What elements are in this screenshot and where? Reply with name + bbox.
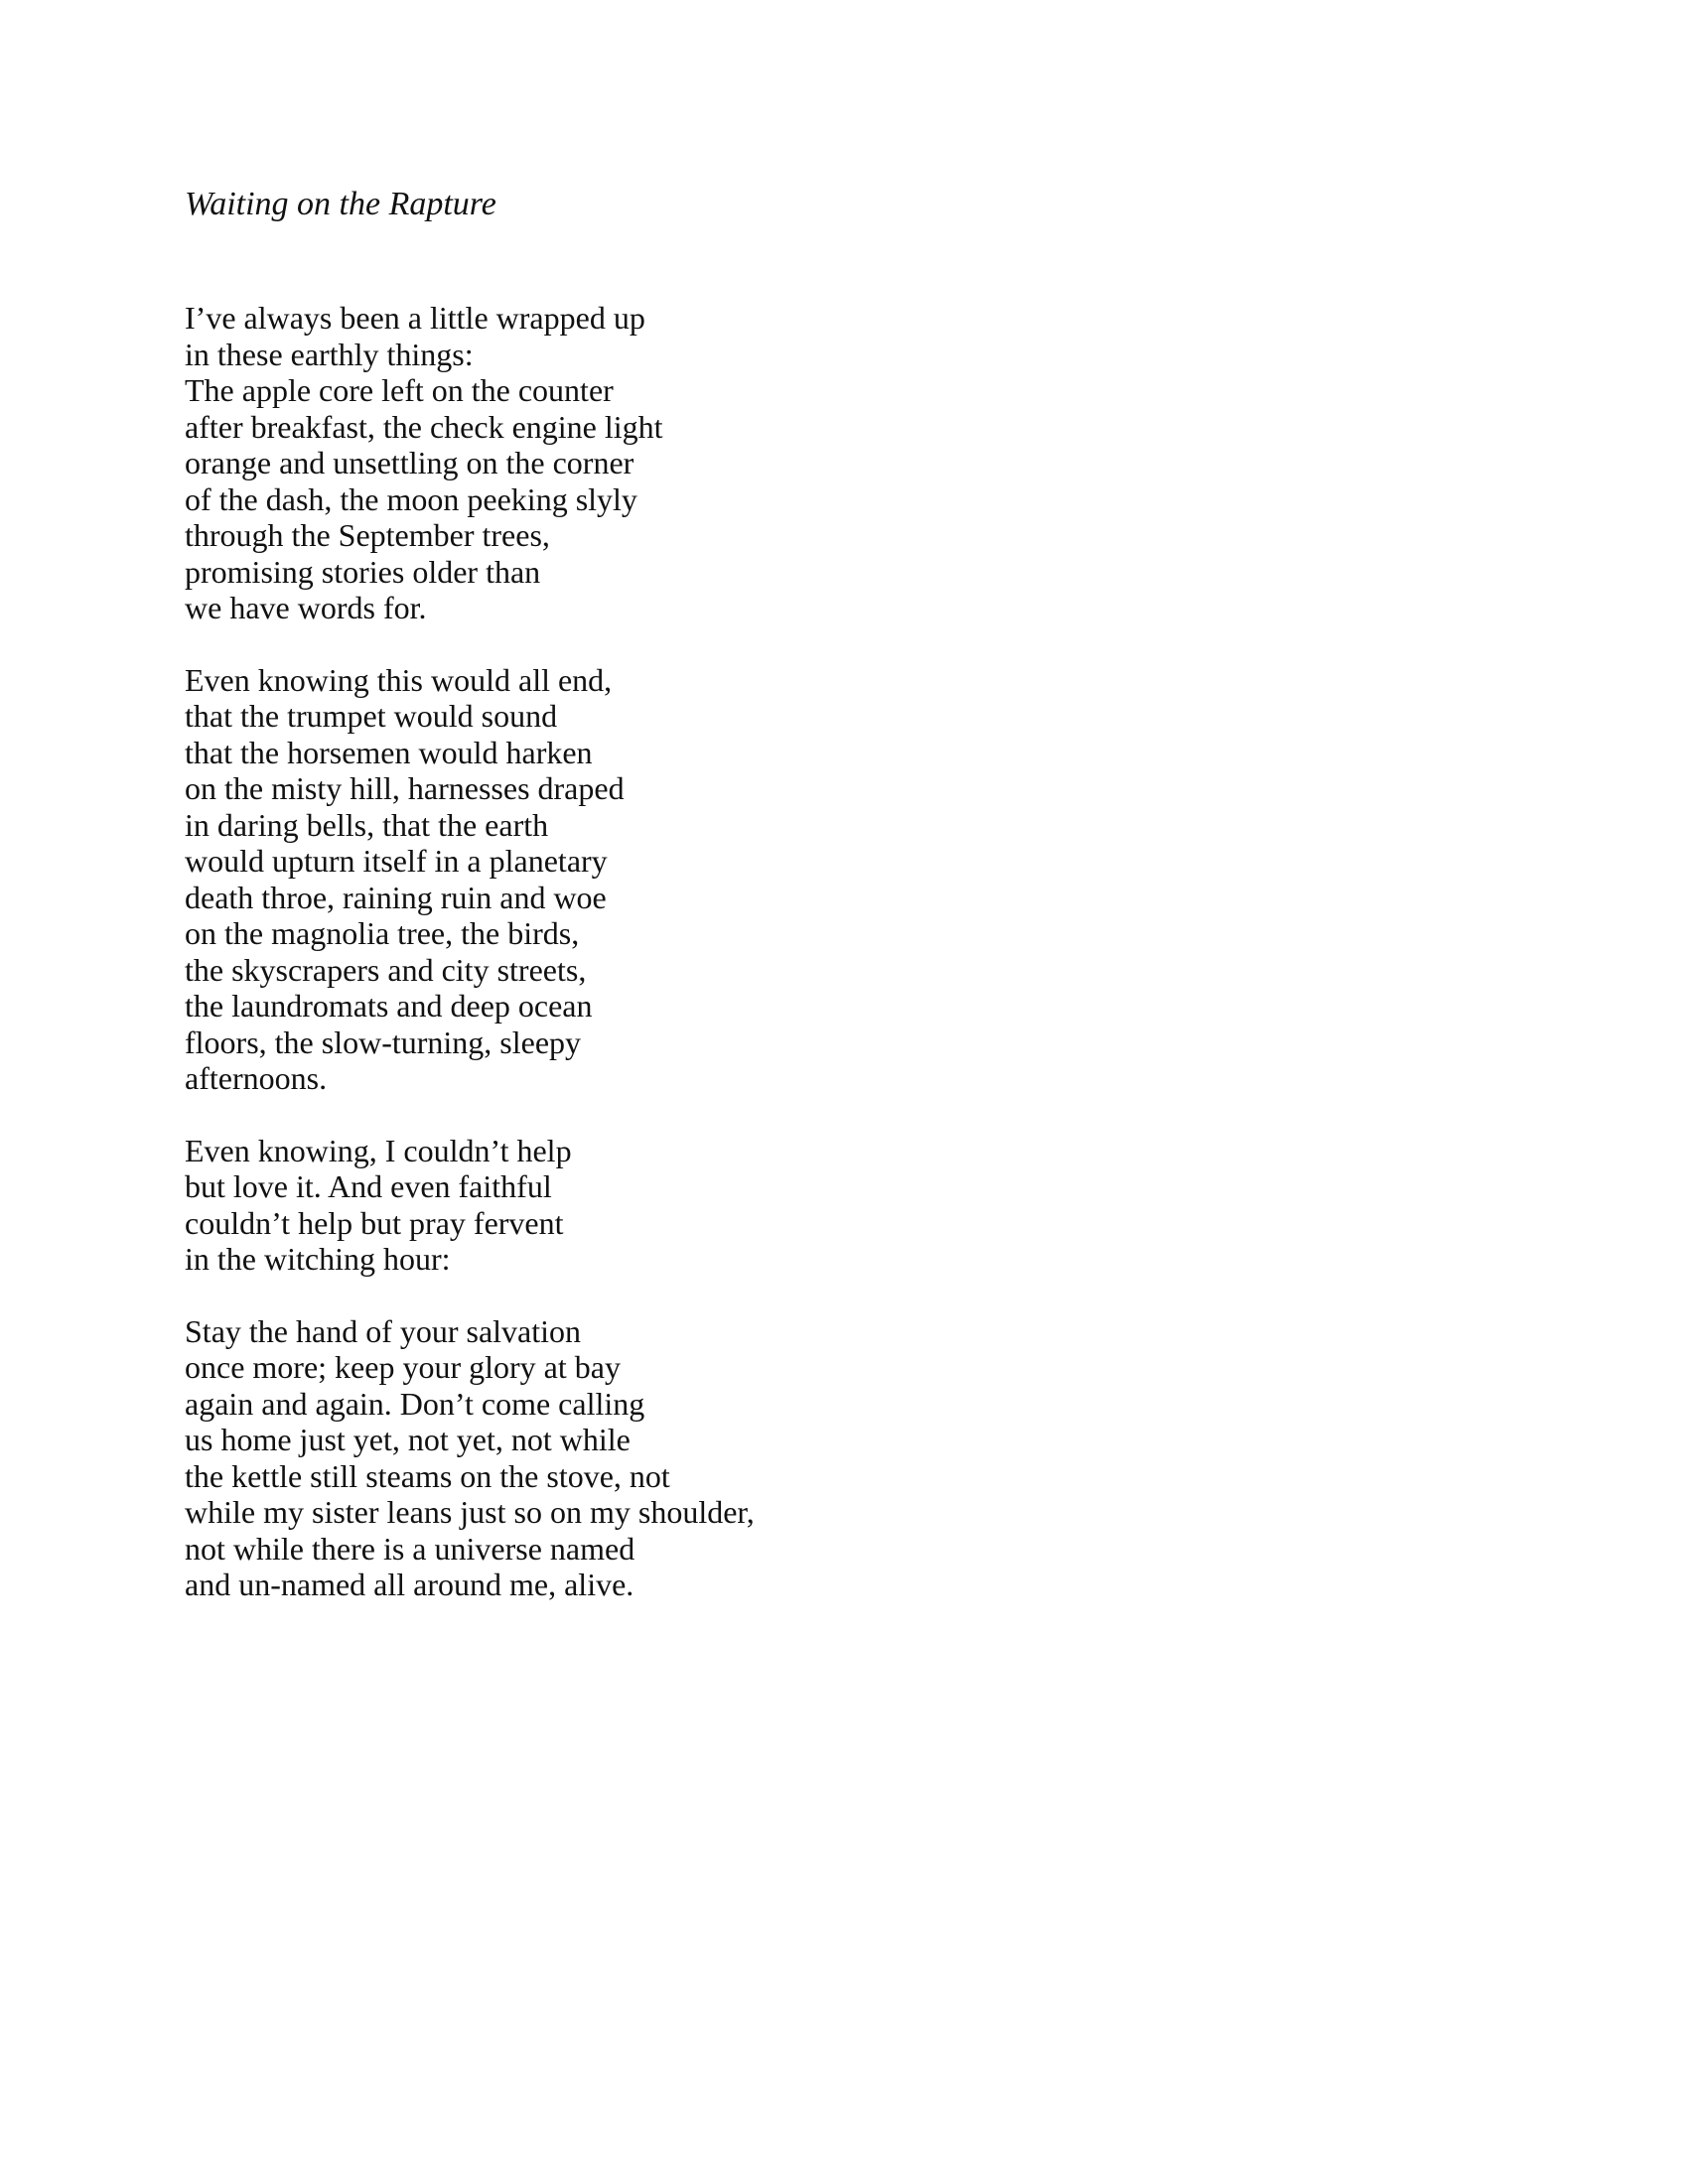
stanza-2 — [185, 662, 1277, 1097]
poem-line: Stay the hand of your salvation — [185, 1312, 582, 1349]
poem-line: again and again. Don’t come calling — [185, 1385, 645, 1422]
poem-line: through the September trees, — [185, 517, 550, 553]
poem-body — [185, 300, 1277, 1639]
poem-line: in the witching hour: — [185, 1241, 451, 1277]
poem-line: I’ve always been a little wrapped up — [185, 300, 645, 336]
poem-line: the laundromats and deep ocean — [185, 988, 593, 1024]
poem-line: would upturn itself in a planetary — [185, 843, 608, 879]
poem-line: floors, the slow-turning, sleepy — [185, 1024, 582, 1060]
poem-title: Waiting on the Rapture — [185, 186, 496, 222]
poem-line: the kettle still steams on the stove, not — [185, 1457, 670, 1494]
poem-line: Even knowing, I couldn’t help — [185, 1132, 572, 1168]
poem-line: after breakfast, the check engine light — [185, 408, 663, 445]
poem-line: and un-named all around me, alive. — [185, 1567, 634, 1602]
poem-line: we have words for. — [185, 590, 427, 625]
poem-line: Even knowing this would all end, — [185, 661, 613, 698]
poem-line: that the trumpet would sound — [185, 698, 558, 734]
poem-line: that the horsemen would harken — [185, 734, 593, 770]
stanza-4 — [185, 1313, 1277, 1603]
poem-line: us home just yet, not yet, not while — [185, 1422, 631, 1457]
poem-line: once more; keep your glory at bay — [185, 1349, 621, 1385]
poem-line: on the misty hill, harnesses draped — [185, 770, 625, 806]
poem-line: but love it. And even faithful — [185, 1168, 552, 1204]
poem-line: afternoons. — [185, 1060, 328, 1096]
stanza-1 — [185, 300, 1277, 626]
poem-line: of the dash, the moon peeking slyly — [185, 480, 637, 517]
poem-line: in daring bells, that the earth — [185, 806, 549, 843]
poem-line: death throe, raining ruin and woe — [185, 879, 607, 915]
poem-line: The apple core left on the counter — [185, 372, 614, 408]
poem-line: in these earthly things: — [185, 336, 474, 372]
poem-line: orange and unsettling on the corner — [185, 445, 634, 480]
poem-line: on the magnolia tree, the birds, — [185, 915, 580, 951]
poem-line: promising stories older than — [185, 553, 541, 590]
stanza-3 — [185, 1133, 1277, 1278]
poem-line: not while there is a universe named — [185, 1530, 635, 1567]
poem-line: the skyscrapers and city streets, — [185, 951, 587, 988]
poem-line: couldn’t help but pray fervent — [185, 1204, 564, 1241]
poem-line: while my sister leans just so on my shoulder, — [185, 1494, 755, 1530]
